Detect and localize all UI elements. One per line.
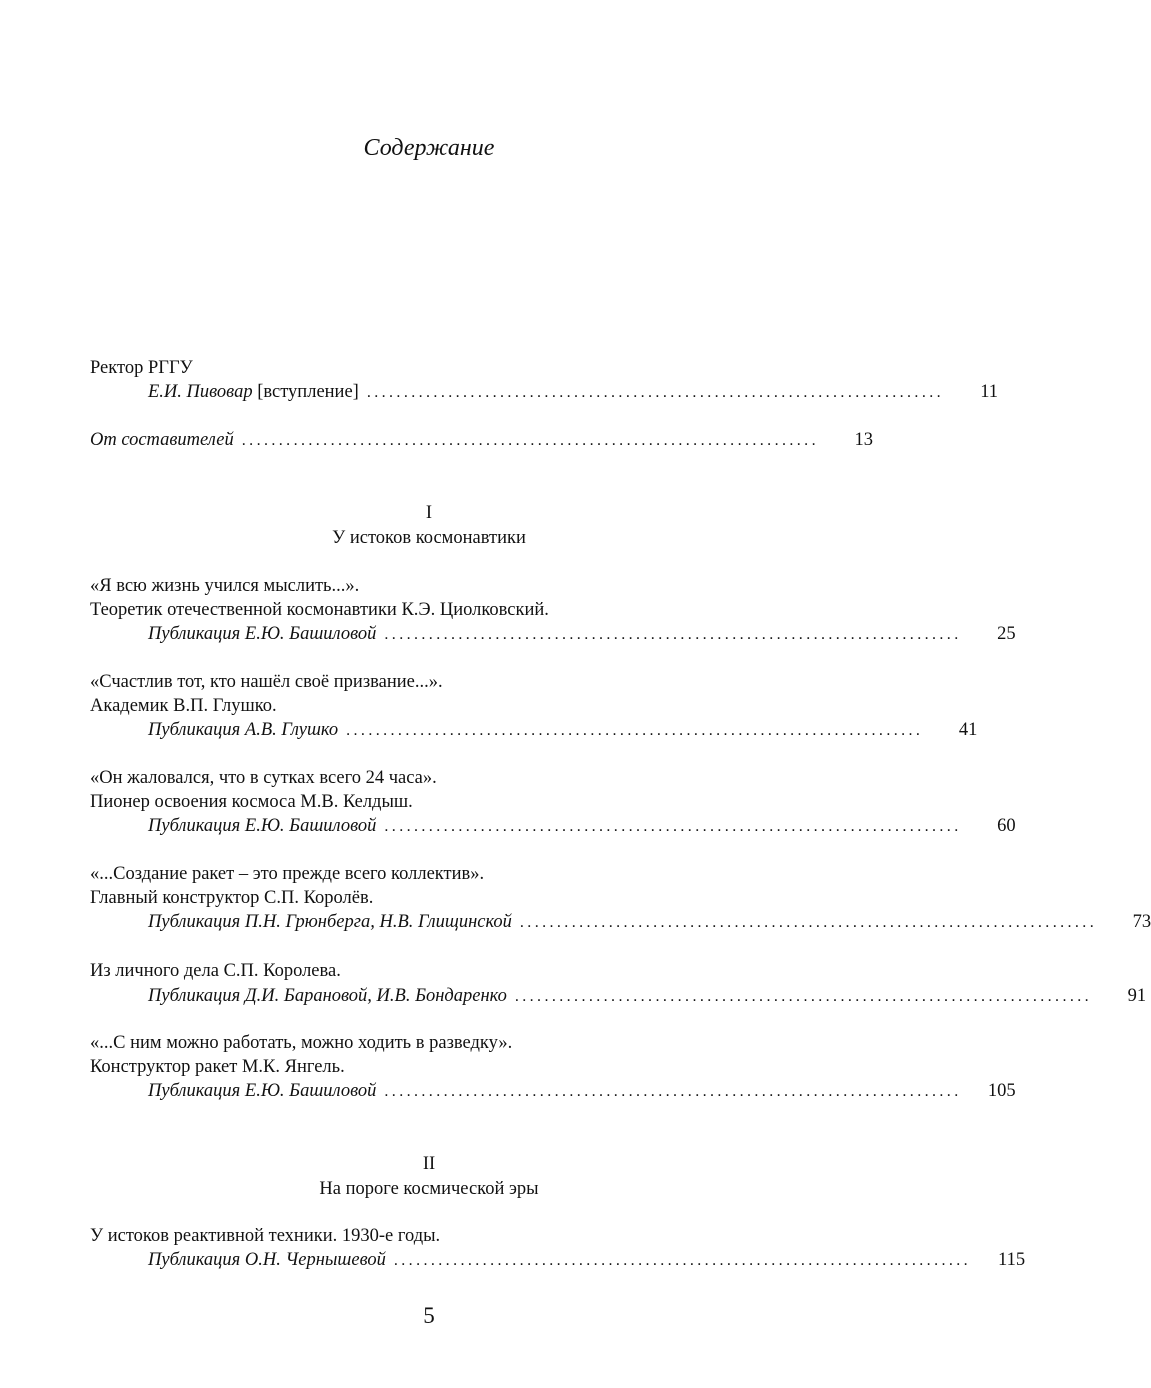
dot-leader: .............................................................................. — [384, 1083, 962, 1100]
entry-publication: Публикация Е.Ю. Башиловой — [148, 624, 377, 644]
section-title: На пороге космической эры — [319, 1179, 539, 1199]
dot-leader: .............................................................................. — [514, 988, 1093, 1005]
entry-publication: Публикация А.В. Глушко — [148, 720, 339, 740]
toc-entry[interactable] — [148, 1248, 1026, 1272]
toc-entry[interactable] — [148, 984, 1147, 1008]
entry-publication: Публикация Е.Ю. Башиловой — [148, 816, 377, 836]
toc-entry-compilers[interactable] — [90, 428, 873, 452]
page-number: 73 — [1132, 912, 1151, 932]
entry-title: От составителей — [90, 430, 234, 450]
entry-heading: «...С ним можно работать, можно ходить в разведку». — [90, 1033, 513, 1053]
section-title: У истоков космонавтики — [332, 528, 526, 548]
dot-leader: .............................................................................. — [384, 626, 962, 643]
page-number: 11 — [980, 382, 999, 402]
entry-heading: «Счастлив тот, кто нашёл своё призвание...». — [90, 672, 443, 692]
entry-heading: У истоков реактивной техники. 1930-е годы. — [90, 1226, 441, 1246]
entry-publication: Публикация Е.Ю. Башиловой — [148, 1081, 377, 1101]
page-number: 25 — [997, 624, 1016, 644]
entry-heading: «Я всю жизнь учился мыслить...». — [90, 576, 360, 596]
dot-leader: .............................................................................. — [393, 1252, 972, 1269]
page-number: 91 — [1127, 986, 1147, 1006]
toc-entry-rector[interactable] — [148, 380, 999, 404]
page-number: 60 — [997, 816, 1016, 836]
page-number: 105 — [987, 1081, 1016, 1101]
section-number: I — [425, 503, 433, 523]
dot-leader: .............................................................................. — [519, 914, 1098, 931]
page-number: 41 — [958, 720, 978, 740]
entry-note: [вступление] — [257, 382, 359, 402]
entry-author: Е.И. Пивовар — [148, 382, 253, 402]
entry-subheading: Академик В.П. Глушко. — [90, 696, 277, 716]
dot-leader: .............................................................................. — [241, 432, 819, 449]
toc-entry[interactable] — [148, 814, 1016, 838]
entry-publication: Публикация О.Н. Чернышевой — [148, 1250, 386, 1270]
toc-entry[interactable] — [148, 622, 1016, 646]
entry-publication: Публикация Д.И. Барановой, И.В. Бондаренко — [148, 986, 507, 1006]
entry-heading: Из личного дела С.П. Королева. — [90, 961, 341, 981]
entry-text — [148, 380, 359, 404]
toc-entry[interactable] — [148, 910, 1151, 934]
section-number: II — [422, 1154, 436, 1174]
dot-leader: .............................................................................. — [384, 818, 962, 835]
page-number: 115 — [998, 1250, 1026, 1270]
page-title: Содержание — [363, 135, 495, 161]
rector-label: Ректор РГГУ — [90, 358, 193, 378]
dot-leader: .............................................................................. — [366, 384, 945, 401]
entry-subheading: Конструктор ракет М.К. Янгель. — [90, 1057, 345, 1077]
toc-entry[interactable] — [148, 718, 978, 742]
dot-leader: .............................................................................. — [346, 722, 924, 739]
toc-entry[interactable] — [148, 1079, 1016, 1103]
entry-subheading: Теоретик отечественной космонавтики К.Э. Циолковский. — [90, 600, 549, 620]
page-number: 13 — [854, 430, 873, 450]
entry-publication: Публикация П.Н. Грюнберга, Н.В. Глищинской — [148, 912, 512, 932]
entry-heading: «Он жаловался, что в сутках всего 24 часа». — [90, 768, 437, 788]
entry-subheading: Главный конструктор С.П. Королёв. — [90, 888, 374, 908]
page-folio: 5 — [423, 1303, 435, 1328]
entry-heading: «...Создание ракет – это прежде всего коллектив». — [90, 864, 485, 884]
entry-subheading: Пионер освоения космоса М.В. Келдыш. — [90, 792, 413, 812]
